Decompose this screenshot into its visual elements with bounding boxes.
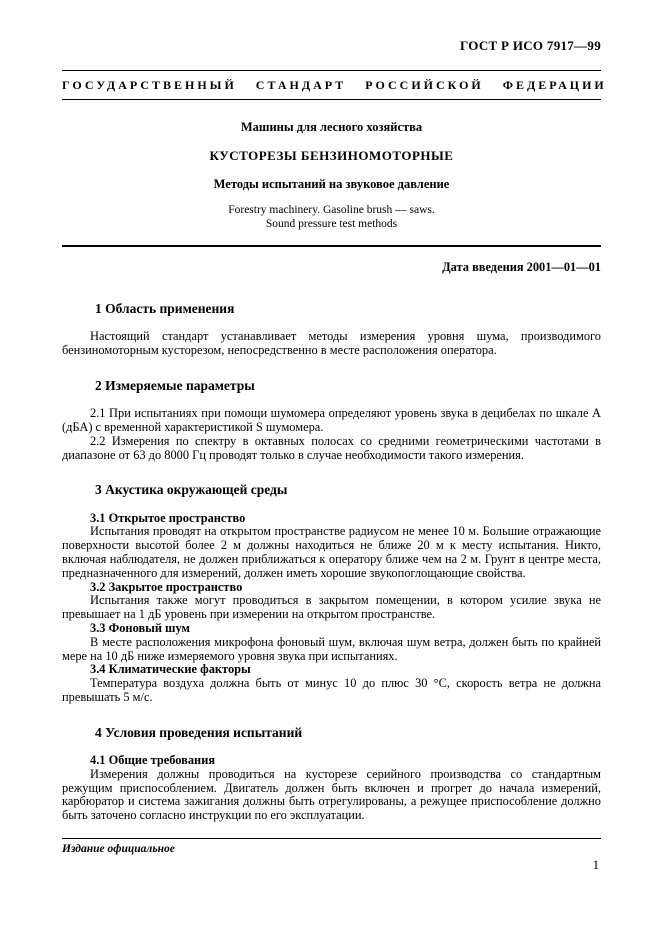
paragraph: Температура воздуха должна быть от минус 10 до плюс 30 °С, скорость ветра не должна превышать 5 м/с. [62, 676, 601, 704]
doc-title-english-line1: Forestry machinery. Gasoline brush — saws. [228, 204, 435, 216]
paragraph: Испытания также могут проводиться в закрытом помещении, в котором усилие звука не превышает на 1 дБ уровень при измерении на открытом пространстве. [62, 593, 601, 622]
standard-banner: ГОСУДАРСТВЕННЫЙ СТАНДАРТ РОССИЙСКОЙ ФЕДЕРАЦИИ [62, 70, 601, 100]
doc-category: Машины для лесного хозяйства [240, 120, 423, 134]
paragraph: В месте расположения микрофона фоновый шум, включая шум ветра, должен быть по крайней мере на 10 дБ ниже измеряемого уровня звука при испытаниях. [62, 634, 601, 663]
paragraph: Измерения должны проводиться на кусторезе серийного производства со стандартным режущим приспособлением. Двигатель должен быть включен и прогрет до начала измерений, карбюратор и система зажигания должны быть отрегулированы, а режущее приспособление должно быть заточено согласно инструкции по его эксплуатации. [62, 766, 601, 823]
section-title: 1 Область применения [95, 301, 235, 317]
doc-code: ГОСТ Р ИСО 7917—99 [460, 38, 601, 53]
paragraph: 2.1 При испытаниях при помощи шумомера определяют уровень звука в децибелах по шкале А (дБА) с временной характеристикой S шумомера. [62, 406, 601, 435]
doc-title: КУСТОРЕЗЫ БЕНЗИНОМОТОРНЫЕ [209, 148, 454, 163]
page-number: 1 [592, 858, 599, 872]
effective-date: Дата введения 2001—01—01 [442, 260, 601, 275]
document-body [62, 301, 601, 823]
doc-title-english-line2: Sound pressure test methods [265, 218, 398, 231]
section-title: 2 Измеряемые параметры [95, 378, 255, 394]
section-acoustic-environment [62, 482, 601, 704]
subsection-heading: 4.1 Общие требования [90, 752, 216, 767]
subsection-heading: 3.3 Фоновый шум [90, 620, 190, 635]
doc-subtitle: Методы испытаний на звуковое давление [213, 177, 450, 191]
section-test-conditions [62, 725, 601, 823]
footer [62, 838, 601, 855]
paragraph: Испытания проводят на открытом пространстве радиусом не менее 10 м. Большие отражающие поверхности высотой более 2 м должны находиться не ближе 20 м к месту испытания. Никто, включая наблюдателя, не должен приближаться к оператору ближе чем на 2 м. Грунт в центре места, предназначенного для измерений, должен иметь хорошие звукопоглощающие свойства. [62, 524, 601, 580]
subsection-heading: 3.4 Климатические факторы [90, 662, 251, 677]
subsection-heading: 3.2 Закрытое пространство [90, 579, 243, 594]
section-title: 4 Условия проведения испытаний [95, 724, 303, 740]
title-divider [62, 245, 601, 248]
subsection-heading: 3.1 Открытое пространство [90, 510, 246, 525]
section-measured-parameters [62, 378, 601, 462]
paragraph: 2.2 Измерения по спектру в октавных полосах со средними геометрическими частотами в диапазоне от 63 до 8000 Гц проводят только в случае необходимости такого измерения. [62, 433, 601, 462]
section-title: 3 Акустика окружающей среды [95, 482, 288, 498]
title-block [62, 120, 601, 232]
edition-note: Издание официальное [62, 843, 175, 855]
paragraph: Настоящий стандарт устанавливает методы измерения уровня шума, производимого бензиномоторным кусторезом, непосредственно в месте расположения оператора. [62, 329, 601, 358]
doc-title-english [62, 203, 601, 232]
section-scope [62, 301, 601, 358]
